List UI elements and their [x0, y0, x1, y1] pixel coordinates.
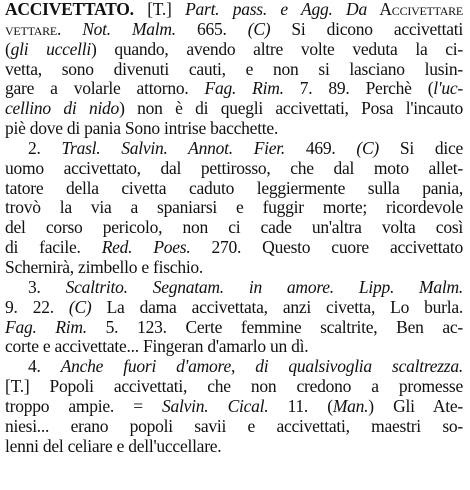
text-line — [5, 159, 463, 179]
text-run: Schernirà, zimbello e fischio. — [5, 257, 204, 277]
italic-text: Man. — [332, 396, 369, 416]
text-line — [5, 40, 463, 60]
text-run: 9. 22. — [5, 297, 69, 317]
text-run: 11. ( — [268, 396, 333, 416]
text-line — [5, 79, 463, 99]
text-run: 4. — [28, 357, 61, 377]
text-run: tatore della civetta caduto leggiermente sulla pania, — [5, 178, 463, 198]
text-run: 469. — [285, 138, 357, 158]
italic-text: Anche fuori d'amore, di qualsivoglia scaltrezza. — [60, 357, 463, 377]
text-line — [5, 99, 463, 119]
text-line — [5, 198, 463, 218]
text-line — [5, 119, 463, 139]
italic-text: (C) — [356, 138, 379, 158]
italic-text: Not. Malm. — [82, 19, 176, 39]
italic-text: Fag. Rim. — [5, 317, 87, 337]
text-run: 7. 89. Perchè ( — [283, 79, 434, 99]
text-run: corte e accivettate... Fingeran d'amarlo un dì. — [5, 337, 309, 357]
small-caps-text: Accivettare — [366, 0, 463, 19]
text-run: [T.] Popoli accivettati, che non credono a promesse — [5, 377, 463, 397]
italic-text: l'uc- — [433, 79, 463, 99]
text-run: troppo ampie. = — [5, 396, 163, 416]
italic-text: Fag. Rim. — [204, 79, 284, 99]
italic-text: Part. pass. e Agg. Da — [185, 0, 367, 19]
text-line — [5, 0, 463, 20]
text-run: ) quando, avendo altre volte veduta la ci- — [91, 39, 463, 59]
text-run: trovò la via a spaniarsi e fuggir morte; ricordevole — [5, 198, 463, 218]
text-run: del corso pericolo, non ci cade un'altra volta così — [5, 218, 463, 238]
text-line — [5, 298, 463, 318]
text-line — [5, 337, 463, 357]
text-run: 5. 123. Certe femmine scaltrite, Ben ac- — [86, 317, 463, 337]
text-line — [5, 238, 463, 258]
text-line — [5, 437, 463, 457]
text-run: uomo accivettato, dal pettirosso, che dal moto allet- — [5, 158, 463, 178]
text-run: 665. — [175, 19, 248, 39]
text-line — [5, 357, 463, 377]
text-run: vetta, sono divenuti cauti, e non si lasciano lusin- — [5, 59, 463, 79]
text-run: piè dove di pania Sono intrise bacchette. — [5, 119, 279, 139]
text-line — [5, 258, 463, 278]
text-run: ) Gli Ate- — [368, 396, 463, 416]
text-line — [5, 20, 463, 40]
text-run: Si dice — [379, 138, 463, 158]
italic-text: Red. Poes. — [101, 238, 191, 258]
text-run: di facile. — [5, 238, 102, 258]
headword: ACCIVETTATO. — [5, 0, 134, 19]
text-run: Si dicono accivettati — [270, 19, 463, 39]
italic-text: Scaltrito. Segnatam. in amore. Lipp. Malm. — [65, 277, 463, 297]
text-line — [5, 218, 463, 238]
text-run: niesi... erano popoli savii e accivettati, maestri so- — [5, 416, 463, 436]
italic-text: cellino di nido — [5, 99, 120, 119]
text-run: 2. — [28, 138, 62, 158]
text-line — [5, 397, 463, 417]
text-run: La dama accivettata, anzi civetta, Lo burla. — [91, 297, 463, 317]
text-run: lenni del celiare e dell'uccellare. — [5, 436, 222, 456]
text-line — [5, 417, 463, 437]
text-line — [5, 60, 463, 80]
dictionary-entry — [5, 0, 463, 490]
text-run: ( — [5, 39, 11, 59]
text-run: 3. — [28, 277, 66, 297]
text-run: 270. Questo cuore accivettato — [190, 238, 463, 258]
small-caps-text: vettare — [5, 19, 57, 39]
text-run: ) non è di quegli accivettati, Posa l'incauto — [119, 99, 463, 119]
text-line — [5, 179, 463, 199]
italic-text: gli uccelli — [10, 39, 91, 59]
text-line — [5, 318, 463, 338]
text-line — [5, 377, 463, 397]
italic-text: Salvin. Cical. — [162, 396, 269, 416]
text-run: gare a volarle attorno. — [5, 79, 205, 99]
text-run: [T.] — [133, 0, 186, 19]
text-run: . — [56, 19, 83, 39]
italic-text: (C) — [247, 19, 271, 39]
italic-text: (C) — [68, 297, 92, 317]
text-line — [5, 139, 463, 159]
text-line — [5, 278, 463, 298]
italic-text: Trasl. Salvin. Annot. Fier. — [61, 138, 286, 158]
